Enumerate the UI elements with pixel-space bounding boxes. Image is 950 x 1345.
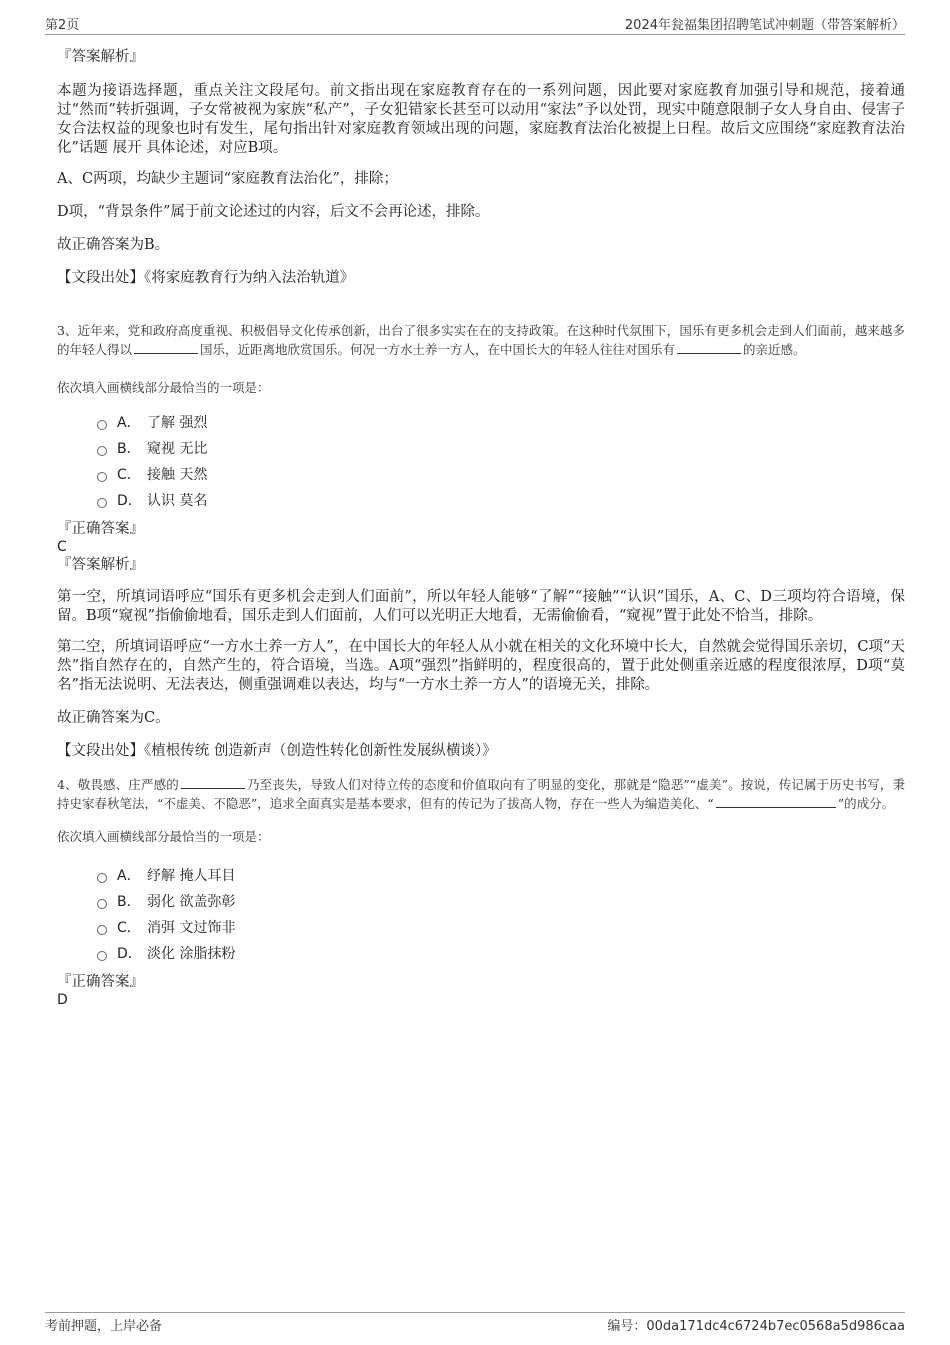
analysis-paragraph: A、C两项，均缺少主题词“家庭教育法治化”，排除；	[57, 171, 398, 187]
correct-answer: D	[57, 992, 68, 1008]
page-header	[45, 12, 905, 35]
option-letter: B．	[117, 441, 141, 457]
option-c[interactable]	[97, 462, 905, 488]
option-letter: C．	[117, 920, 141, 936]
radio-button[interactable]	[97, 498, 107, 508]
question-3-prompt: 依次填入画横线部分最恰当的一项是：	[57, 380, 270, 395]
question-4-text-c: ”的成分。	[837, 796, 895, 811]
option-letter: D．	[117, 493, 142, 509]
option-text: 了解 强烈	[147, 415, 208, 431]
question-4-text-b: 乃至丧失，导致人们对待立传的态度和价值取向有了明显的变化，那就是“隐恶”“虚美”。按说，传记属于历史书写，秉持史家春秋笔法，“不虚美、不隐恶”，追求全面真实是基本要求，但有的传记为了拔高人物，存在一些人为编造美化、“	[57, 777, 905, 811]
analysis-paragraph: 第一空，所填词语呼应“国乐有更多机会走到人们面前”，所以年轻人能够“了解”“接触”“认识”国乐，A、C、D三项均符合语境，保留。B项“窥视”指偷偷地看，国乐走到人们面前，人们可以光明正大地看，无需偷偷看，“窥视”置于此处不恰当，排除。	[57, 589, 905, 624]
option-text: 纾解 掩人耳目	[147, 868, 236, 884]
radio-button[interactable]	[97, 420, 107, 430]
question-3-text-b: 国乐，近距离地欣赏国乐。何况一方水土养一方人，在中国长大的年轻人往往对国乐有	[200, 342, 676, 357]
option-text: 窥视 无比	[147, 441, 208, 457]
question-3-text-a: 3、近年来，党和政府高度重视、积极倡导文化传承创新，出台了很多实实在在的支持政策。在这种时代氛围下，国乐有更多机会走到人们面前，越来越多的年轻人得以	[57, 323, 905, 357]
option-b[interactable]	[97, 436, 905, 462]
correct-answer-label: 『正确答案』	[57, 974, 144, 990]
page-number: 第2页	[45, 18, 80, 33]
footer-slogan: 考前押题，上岸必备	[45, 1319, 163, 1334]
page-footer	[45, 1312, 905, 1333]
option-text: 弱化 欲盖弥彰	[147, 894, 236, 910]
source-citation: 【文段出处】《植根传统 创造新声（创造性转化创新性发展纵横谈）》	[57, 743, 497, 759]
option-a[interactable]	[97, 863, 905, 889]
option-letter: D．	[117, 946, 142, 962]
correct-answer-label: 『正确答案』	[57, 521, 144, 537]
radio-button[interactable]	[97, 951, 107, 961]
option-b[interactable]	[97, 889, 905, 915]
document-id: 编号：00da171dc4c6724b7ec0568a5d986caa	[607, 1319, 905, 1334]
option-d[interactable]	[97, 941, 905, 967]
option-text: 消弭 文过饰非	[147, 920, 236, 936]
answer-analysis-label: 『答案解析』	[57, 49, 144, 65]
option-text: 淡化 涂脂抹粉	[147, 946, 236, 962]
fill-blank	[716, 795, 836, 808]
option-letter: B．	[117, 894, 141, 910]
correct-answer: C	[57, 539, 67, 555]
option-letter: A．	[117, 415, 141, 431]
option-c[interactable]	[97, 915, 905, 941]
question-4-text-a: 4、敬畏感、庄严感的	[57, 777, 179, 792]
analysis-paragraph: 第二空，所填词语呼应“一方水土养一方人”，在中国长大的年轻人从小就在相关的文化环境中长大，自然就会觉得国乐亲切，C项“天然”指自然存在的，自然产生的，符合语境，当选。A项“强烈”指鲜明的，程度很高的，置于此处侧重亲近感的程度很浓厚，D项“莫名”指无法说明、无法表达，侧重强调难以表达，均与“一方水土养一方人”的语境无关，排除。	[57, 639, 905, 693]
radio-button[interactable]	[97, 446, 107, 456]
analysis-paragraph: 本题为接语选择题，重点关注文段尾句。前文指出现在家庭教育存在的一系列问题，因此要对家庭教育加强引导和规范，接着通过“然而”转折强调，子女常被视为家族“私产”，子女犯错家长甚至可以动用“家法”予以处罚，现实中随意限制子女人身自由、侵害子女合法权益的现象也时有发生，尾句指出针对家庭教育领域出现的问题，家庭教育法治化被提上日程。故后文应围绕“家庭教育法治化”话题 展开 具体论述，对应B项。	[57, 83, 905, 156]
source-citation: 【文段出处】《将家庭教育行为纳入法治轨道》	[57, 270, 355, 286]
radio-button[interactable]	[97, 873, 107, 883]
option-letter: A．	[117, 868, 141, 884]
document-body	[57, 46, 905, 1009]
fill-blank	[134, 341, 198, 354]
radio-button[interactable]	[97, 925, 107, 935]
question-4-options	[97, 863, 905, 967]
option-a[interactable]	[97, 410, 905, 436]
document-title: 2024年瓮福集团招聘笔试冲刺题（带答案解析）	[624, 18, 905, 33]
radio-button[interactable]	[97, 472, 107, 482]
option-text: 接触 天然	[147, 467, 208, 483]
question-3-options	[97, 410, 905, 514]
question-4-prompt: 依次填入画横线部分最恰当的一项是：	[57, 829, 270, 844]
option-d[interactable]	[97, 488, 905, 514]
question-3-text	[57, 321, 905, 359]
question-4-text	[57, 775, 905, 813]
option-letter: C．	[117, 467, 141, 483]
answer-analysis-label: 『答案解析』	[57, 557, 144, 573]
radio-button[interactable]	[97, 899, 107, 909]
analysis-paragraph: 故正确答案为B。	[57, 237, 170, 253]
question-3-text-c: 的亲近感。	[743, 342, 806, 357]
fill-blank	[677, 341, 741, 354]
analysis-paragraph: 故正确答案为C。	[57, 710, 170, 726]
analysis-paragraph: D项，“背景条件”属于前文论述过的内容，后文不会再论述，排除。	[57, 204, 490, 220]
fill-blank	[181, 776, 245, 789]
option-text: 认识 莫名	[147, 493, 208, 509]
